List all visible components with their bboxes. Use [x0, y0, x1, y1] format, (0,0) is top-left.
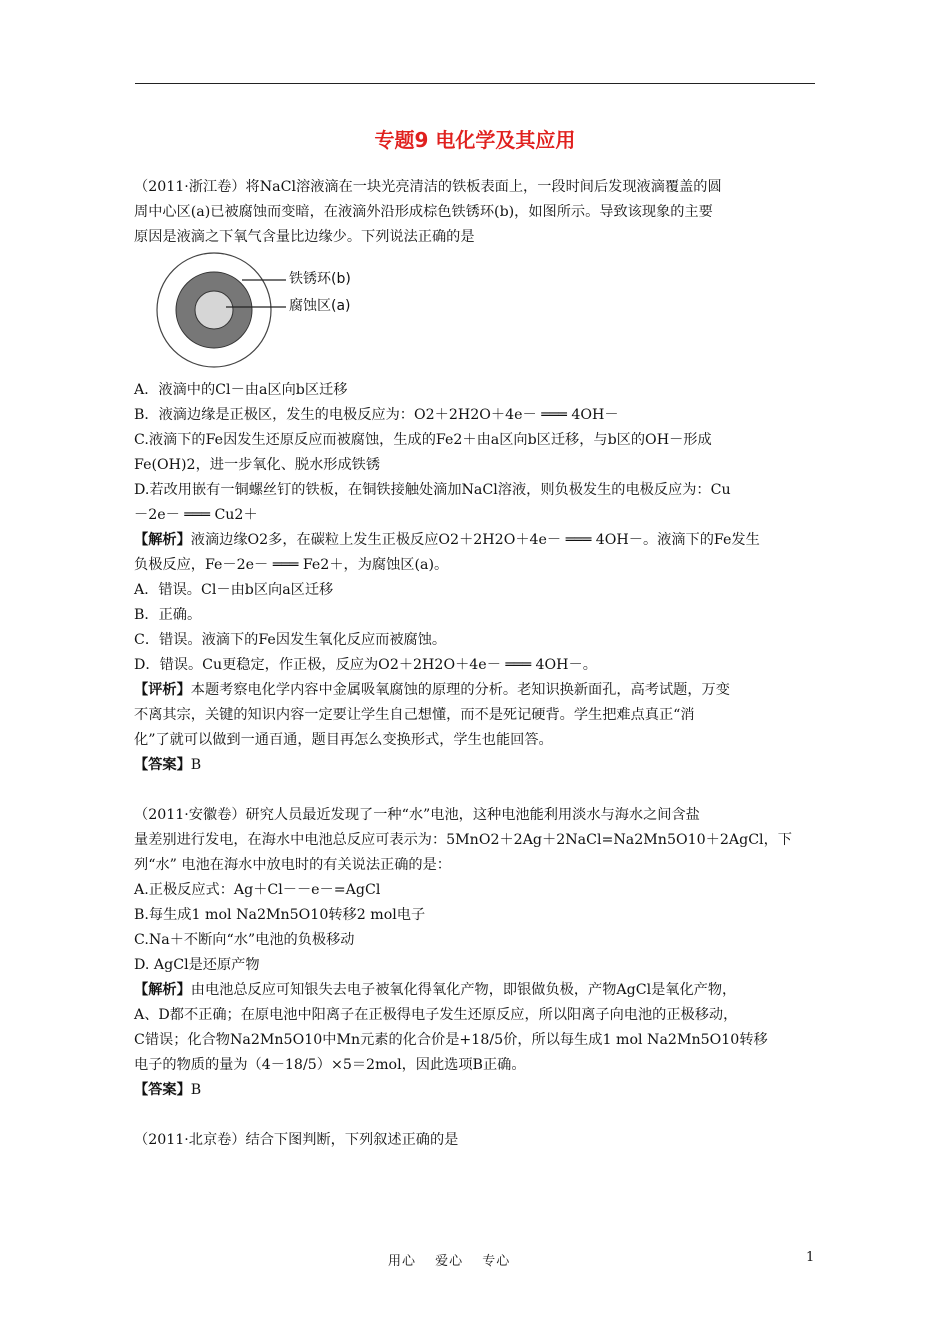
question-1: [134, 175, 818, 778]
page-title: 专题9 电化学及其应用: [374, 128, 576, 152]
analysis-item: B．正确。: [134, 607, 202, 623]
comment-tag: 【评析】: [134, 682, 191, 698]
option-line: B.每生成1 mol Na2Mn5O10转移2 mol电子: [134, 907, 426, 923]
option-line: B．液滴边缘是正极区，发生的电极反应为：O2＋2H2O＋4e－ ═══ 4OH－: [134, 407, 619, 423]
analysis-item: A．错误。Cl－由b区向a区迁移: [134, 582, 334, 598]
label-rust-ring: 铁锈环(b): [289, 271, 351, 287]
page-number: 1: [806, 1250, 815, 1265]
question-stem-line: 原因是液滴之下氧气含量比边缘少。下列说法正确的是: [134, 229, 475, 245]
analysis-line: A、D都不正确；在原电池中阳离子在正极得电子发生还原反应，所以阳离子向电池的正极移动，: [134, 1007, 738, 1023]
question-2: [134, 803, 818, 1103]
option-line: Fe(OH)2，进一步氧化、脱水形成铁锈: [134, 457, 381, 473]
spacer: [134, 778, 818, 803]
document-body: [134, 175, 818, 1153]
analysis-line: C错误；化合物Na2Mn5O10中Mn元素的化合价是+18/5价，所以每生成1 mol Na2Mn5O10转移: [134, 1032, 768, 1048]
analysis-item: D．错误。Cu更稳定，作正极，反应为O2＋2H2O＋4e－ ═══ 4OH－。: [134, 657, 597, 673]
answer-value: B: [190, 1082, 202, 1098]
question-stem-line: （2011·浙江卷）将NaCl溶液滴在一块光亮清洁的铁板表面上，一段时间后发现液滴覆盖的圆: [134, 179, 722, 195]
option-line: －2e－ ═══ Cu2＋: [134, 507, 258, 523]
analysis-tag: 【解析】: [134, 982, 191, 998]
label-corrosion-zone: 腐蚀区(a): [289, 298, 351, 314]
option-line: D. AgCl是还原产物: [134, 957, 260, 973]
question-stem-line: （2011·安徽卷）研究人员最近发现了一种“水”电池，这种电池能利用淡水与海水之间含盐: [134, 807, 700, 823]
question-stem-line: 周中心区(a)已被腐蚀而变暗，在液滴外沿形成棕色铁锈环(b)，如图所示。导致该现象的主要: [134, 204, 713, 220]
answer-tag: 【答案】: [134, 757, 191, 773]
footer-text: 用心 爱心 专心: [388, 1254, 511, 1269]
question-stem-line: 量差别进行发电，在海水中电池总反应可表示为：5MnO2＋2Ag＋2NaCl=Na2Mn5O10＋2AgCl，下: [134, 832, 792, 848]
comment-line: 不离其宗，关键的知识内容一定要让学生自己想懂，而不是死记硬背。学生把难点真正“消: [134, 707, 695, 723]
analysis-line: [134, 528, 818, 553]
option-line: A．液滴中的Cl－由a区向b区迁移: [134, 382, 348, 398]
option-line: C.Na＋不断向“水”电池的负极移动: [134, 932, 355, 948]
analysis-tag: 【解析】: [134, 532, 191, 548]
corrosion-figure: [134, 250, 818, 378]
droplet-rings-diagram: [154, 250, 394, 375]
header-rule: [135, 83, 815, 84]
analysis-line: [134, 978, 818, 1003]
analysis-line: 电子的物质的量为（4－18/5）×5＝2mol，因此选项B正确。: [134, 1057, 526, 1073]
option-line: A.正极反应式：Ag＋Cl－－e－=AgCl: [134, 882, 381, 898]
analysis-text: 液滴边缘O2多，在碳粒上发生正极反应O2＋2H2O＋4e－ ═══ 4OH－。液滴下的Fe发生: [190, 532, 760, 548]
analysis-line: 负极反应，Fe－2e－ ═══ Fe2＋，为腐蚀区(a)。: [134, 557, 449, 573]
option-line: D.若改用嵌有一铜螺丝钉的铁板，在铜铁接触处滴加NaCl溶液，则负极发生的电极反应为：Cu: [134, 482, 731, 498]
corrosion-zone: [195, 291, 233, 329]
answer-tag: 【答案】: [134, 1082, 191, 1098]
question-stem-line: （2011·北京卷）结合下图判断，下列叙述正确的是: [134, 1132, 459, 1148]
question-3: [134, 1128, 818, 1153]
analysis-item: C．错误。液滴下的Fe因发生氧化反应而被腐蚀。: [134, 632, 447, 648]
comment-line: 化”了就可以做到一通百通，题目再怎么变换形式，学生也能回答。: [134, 732, 553, 748]
comment-text: 本题考察电化学内容中金属吸氧腐蚀的原理的分析。老知识换新面孔，高考试题，万变: [190, 682, 730, 698]
answer-value: B: [190, 757, 202, 773]
analysis-text: 由电池总反应可知银失去电子被氧化得氧化产物，即银做负极，产物AgCl是氧化产物，: [190, 982, 737, 998]
answer-line: [134, 1078, 818, 1103]
answer-line: [134, 753, 818, 778]
spacer: [134, 1103, 818, 1128]
option-line: C.液滴下的Fe因发生还原反应而被腐蚀，生成的Fe2＋由a区向b区迁移，与b区的OH－形成: [134, 432, 712, 448]
question-stem-line: 列“水” 电池在海水中放电时的有关说法正确的是：: [134, 857, 451, 873]
comment-line: [134, 678, 818, 703]
